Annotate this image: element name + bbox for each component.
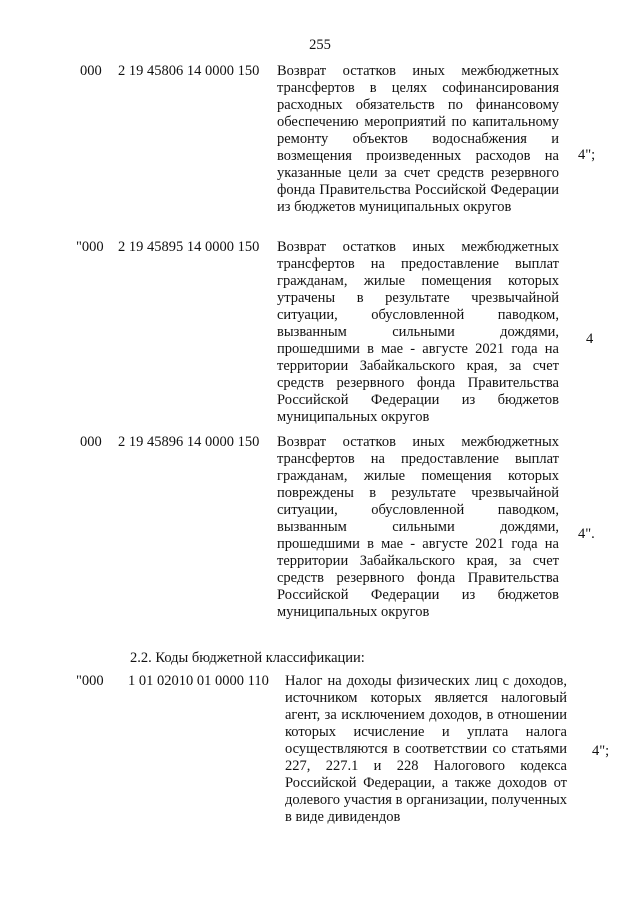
code-prefix: 000 bbox=[80, 63, 102, 79]
code-prefix: 000 bbox=[80, 434, 102, 450]
code-value: 4 bbox=[586, 331, 594, 347]
code-description: Возврат остатков иных межбюджетных трансфертов на предоставление выплат гражданам, жилые помещения которых повреждены в результате чрезвычайной ситуации, обусловленной паводком, вызванным сильными дождями, прошедшими в мае - августе 2021 года на территории Забайкальского края, за счет средств резервного фонда Правительства Российской Федерации из бюджетов муниципальных округов bbox=[277, 434, 559, 620]
code-value: 4"; bbox=[592, 743, 610, 759]
code-prefix: "000 bbox=[76, 239, 104, 255]
code-description: Возврат остатков иных межбюджетных трансфертов на предоставление выплат гражданам, жилые помещения которых утрачены в результате чрезвычайной ситуации, обусловленной паводком, вызванным сильными дождями, прошедшими в мае - августе 2021 года на территории Забайкальского края, за счет средств резервного фонда Правительства Российской Федерации из бюджетов муниципальных округов bbox=[277, 239, 559, 425]
code-value: 4"; bbox=[578, 147, 596, 163]
page-number: 255 bbox=[309, 37, 331, 53]
classification-code: 2 19 45806 14 0000 150 bbox=[118, 63, 260, 79]
classification-code: 2 19 45896 14 0000 150 bbox=[118, 434, 260, 450]
code-value: 4". bbox=[578, 526, 595, 542]
code-description: Налог на доходы физических лиц с доходов, источником которых является налоговый агент, за исключением доходов, в отношении которых исчисление и уплата налога осуществляются в соответствии со статьями 227, 227.1 и 228 Налогового кодекса Российской Федерации, а также доходов от долевого участия в организации, полученных в виде дивидендов bbox=[285, 673, 567, 825]
classification-code: 1 01 02010 01 0000 110 bbox=[128, 673, 269, 689]
section-heading: 2.2. Коды бюджетной классификации: bbox=[130, 650, 365, 666]
code-prefix: "000 bbox=[76, 673, 104, 689]
code-description: Возврат остатков иных межбюджетных трансфертов в целях софинансирования расходных обязательств по финансовому обеспечению мероприятий по капитальному ремонту объектов водоснабжения и возмещения произведенных расходов на указанные цели за счет средств резервного фонда Правительства Российской Федерации из бюджетов муниципальных округов bbox=[277, 63, 559, 215]
classification-code: 2 19 45895 14 0000 150 bbox=[118, 239, 260, 255]
